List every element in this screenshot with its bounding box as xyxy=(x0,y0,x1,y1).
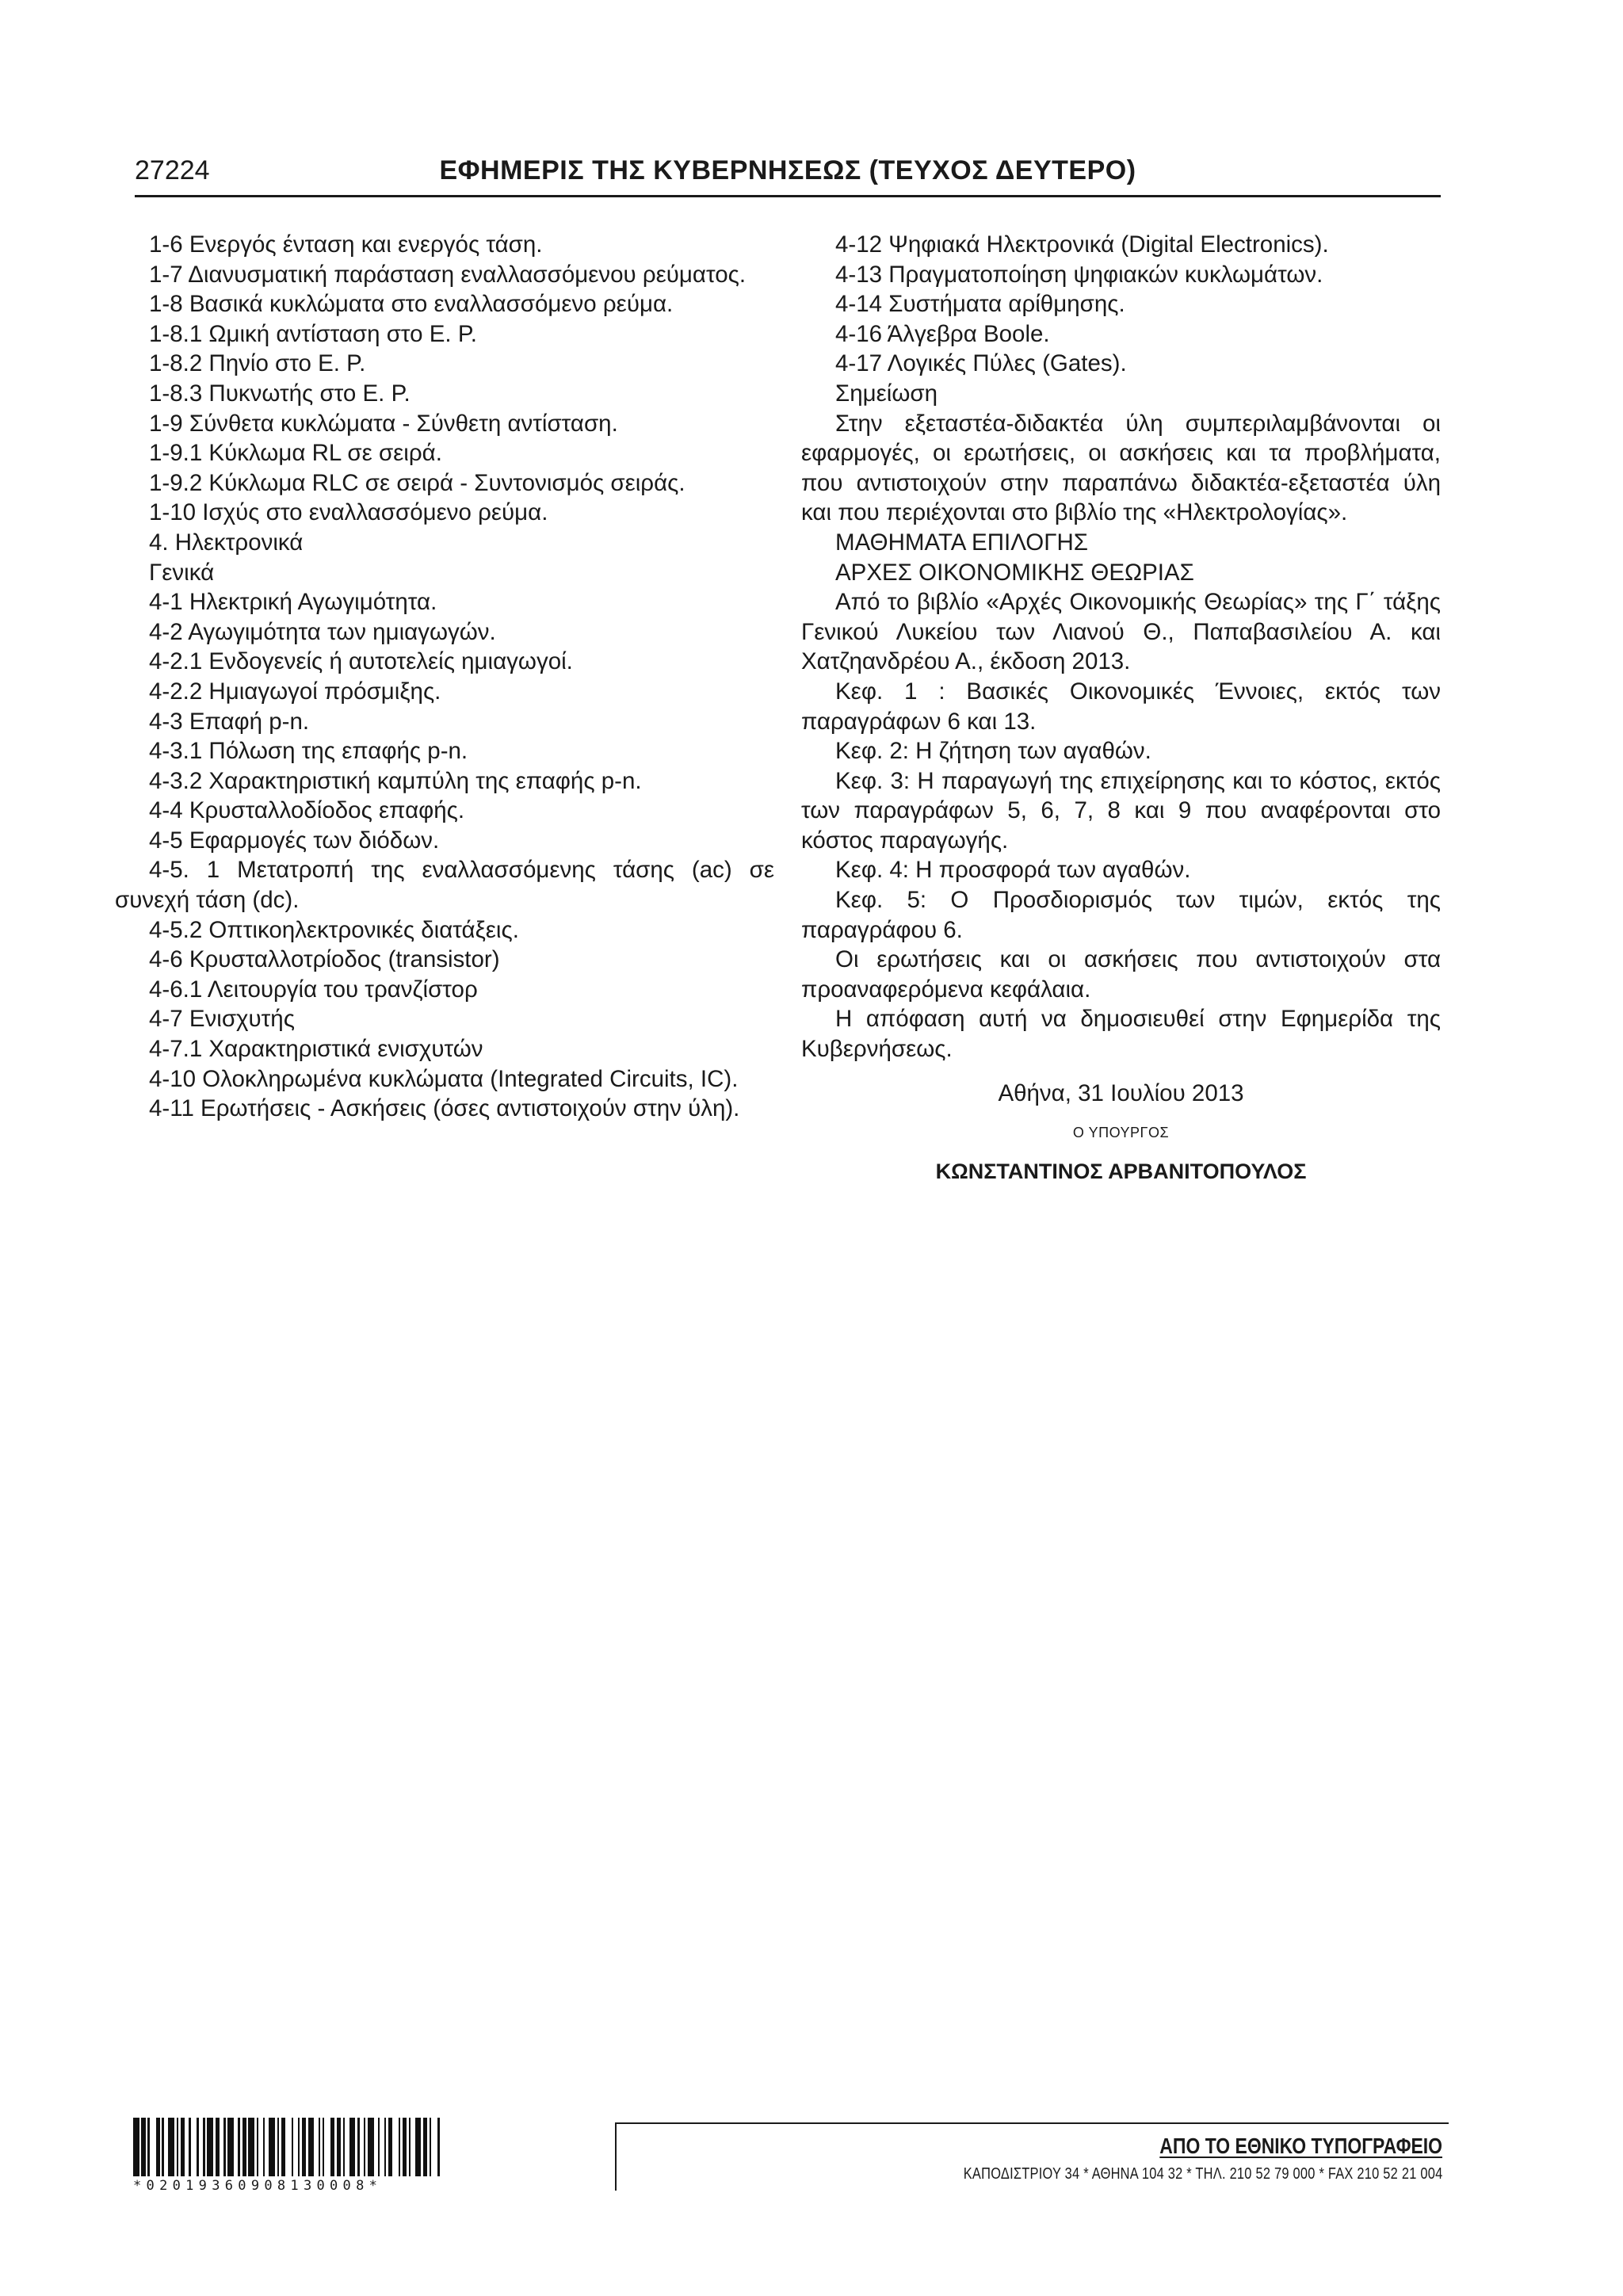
paragraph: 4-11 Ερωτήσεις - Ασκήσεις (όσες αντιστοιχούν στην ύλη). xyxy=(149,1095,740,1122)
paragraph: 4-5 Εφαρμογές των διόδων. xyxy=(149,827,440,854)
barcode-bar xyxy=(248,2118,254,2176)
paragraph: 4-3 Επαφή p-n. xyxy=(149,708,310,735)
section-heading: ΑΡΧΕΣ ΟΙΚΟΝΟΜΙΚΗΣ ΘΕΩΡΙΑΣ xyxy=(835,559,1194,586)
note-heading: Σημείωση xyxy=(835,380,938,407)
paragraph: 4-2.1 Ενδογενείς ή αυτοτελείς ημιαγωγοί. xyxy=(149,648,573,675)
paragraph: Οι ερωτήσεις και οι ασκήσεις που αντιστοιχούν στα προαναφερόμενα κεφάλαια. xyxy=(801,946,1441,1003)
paragraph: Η απόφαση αυτή να δημοσιευθεί στην Εφημερίδα της Κυβερνήσεως. xyxy=(801,1006,1441,1063)
signature-name: ΚΩΝΣΤΑΝΤΙΝΟΣ ΑΡΒΑΝΙΤΟΠΟΥΛΟΣ xyxy=(935,1159,1307,1184)
barcode-bar xyxy=(285,2118,292,2176)
paragraph: 4-13 Πραγματοποίηση ψηφιακών κυκλωμάτων. xyxy=(835,261,1323,288)
paragraph: Κεφ. 5: Ο Προσδιορισμός των τιμών, εκτός της παραγράφου 6. xyxy=(801,887,1441,943)
paragraph: Κεφ. 2: Η ζήτηση των αγαθών. xyxy=(835,738,1151,765)
paragraph: 1-8.2 Πηνίο στο Ε. Ρ. xyxy=(149,350,366,377)
barcode-bar xyxy=(133,2118,139,2176)
paragraph: 4-4 Κρυσταλλοδίοδος επαφής. xyxy=(149,797,465,824)
barcode-bar xyxy=(207,2118,213,2176)
paragraph: 4-6.1 Λειτουργία του τρανζίστορ xyxy=(149,976,478,1003)
paragraph: 1-9 Σύνθετα κυκλώματα - Σύνθετη αντίσταση. xyxy=(149,410,618,437)
paragraph: Από το βιβλίο «Αρχές Οικονομικής Θεωρίας» της Γ΄ τάξης Γενικού Λυκείου των Λιανού Θ., Παπαβασιλείου Α. και Χατζηανδρέου Α., έκδοση 2013. xyxy=(801,589,1441,675)
paragraph: 1-8 Βασικά κυκλώματα στο εναλλασσόμενο ρεύμα. xyxy=(149,291,674,318)
paragraph: 4-5. 1 Μετατροπή της εναλλασσόμενης τάσης (ac) σε συνεχή τάση (dc). xyxy=(115,857,774,914)
page-number: 27224 xyxy=(135,155,210,185)
section-heading: Γενικά xyxy=(149,559,215,586)
signature-role: Ο ΥΠΟΥΡΓΟΣ xyxy=(1072,1125,1170,1141)
paragraph: 4-14 Συστήματα αρίθμησης. xyxy=(835,291,1125,318)
paragraph: Στην εξεταστέα-διδακτέα ύλη συμπεριλαμβάνονται οι εφαρμογές, οι ερωτήσεις, οι ασκήσεις και τα προβλήματα, που αντιστοιχούν στην παραπάνω διδακτέα-εξεταστέα ύλη και που περιέχονται στο βιβλίο της «Ηλεκτρολογίας». xyxy=(801,410,1441,526)
printer-footer xyxy=(615,2122,1449,2191)
barcode-bar xyxy=(227,2118,234,2176)
paragraph: 1-9.2 Κύκλωμα RLC σε σειρά - Συντονισμός σειράς. xyxy=(149,469,685,496)
barcode-bar xyxy=(324,2118,330,2176)
signature-date: Αθήνα, 31 Ιουλίου 2013 xyxy=(998,1079,1244,1106)
header-rule xyxy=(135,195,1441,197)
paragraph: Κεφ. 4: Η προσφορά των αγαθών. xyxy=(835,857,1191,884)
paragraph: 4-7 Ενισχυτής xyxy=(149,1006,295,1033)
paragraph: Κεφ. 3: Η παραγωγή της επιχείρησης και το κόστος, εκτός των παραγράφων 5, 6, 7, 8 και 9 που αναφέρονται στο κόστος παραγωγής. xyxy=(801,767,1441,854)
barcode-bar xyxy=(269,2118,275,2176)
paragraph: Κεφ. 1 : Βασικές Οικονομικές Έννοιες, εκτός των παραγράφων 6 και 13. xyxy=(801,678,1441,735)
paragraph: 1-10 Ισχύς στο εναλλασσόμενο ρεύμα. xyxy=(149,499,548,526)
page-header xyxy=(135,155,1441,195)
paragraph: 1-9.1 Κύκλωμα RL σε σειρά. xyxy=(149,440,442,467)
paragraph: 1-8.3 Πυκνωτής στο Ε. Ρ. xyxy=(149,380,411,407)
paragraph: 4-12 Ψηφιακά Ηλεκτρονικά (Digital Electronics). xyxy=(835,231,1329,258)
paragraph: 4-16 Άλγεβρα Boole. xyxy=(835,320,1050,347)
barcode-number: *02019360908130008* xyxy=(133,2178,383,2194)
barcode-bar xyxy=(368,2118,374,2176)
paragraph: 1-7 Διανυσματική παράσταση εναλλασσόμενου ρεύματος. xyxy=(149,261,747,288)
barcode-bar xyxy=(191,2118,197,2176)
barcode xyxy=(133,2118,537,2194)
journal-title: ΕΦΗΜΕΡΙΣ ΤΗΣ ΚΥΒΕΡΝΗΣΕΩΣ (ΤΕΥΧΟΣ ΔΕΥΤΕΡΟ) xyxy=(439,155,1136,185)
barcode-bar xyxy=(440,2118,444,2176)
paragraph: 1-8.1 Ωμική αντίσταση στο Ε. Ρ. xyxy=(149,320,477,347)
barcode-bar xyxy=(392,2118,399,2176)
barcode-bar xyxy=(349,2118,356,2176)
paragraph: 4-3.2 Χαρακτηριστική καμπύλη της επαφής p-n. xyxy=(149,767,642,794)
paragraph: 4-1 Ηλεκτρική Αγωγιμότητα. xyxy=(149,589,437,616)
barcode-bar xyxy=(168,2118,174,2176)
paragraph: 4-10 Ολοκληρωμένα κυκλώματα (Integrated Circuits, IC). xyxy=(149,1065,739,1092)
paragraph: 1-6 Ενεργός ένταση και ενεργός τάση. xyxy=(149,231,543,258)
barcode-bar xyxy=(431,2118,437,2176)
paragraph: 4-6 Κρυσταλλοτρίοδος (transistor) xyxy=(149,946,500,973)
paragraph: 4-2.2 Ημιαγωγοί πρόσμιξης. xyxy=(149,678,441,705)
section-heading: ΜΑΘΗΜΑΤΑ ΕΠΙΛΟΓΗΣ xyxy=(835,529,1089,556)
left-column xyxy=(115,230,774,1124)
printer-title: ΑΠΟ ΤΟ ΕΘΝΙΚΟ ΤΥΠΟΓΡΑΦΕΙΟ xyxy=(1159,2134,1442,2158)
right-column xyxy=(801,230,1441,1187)
barcode-bar xyxy=(415,2118,422,2176)
barcode-bars xyxy=(133,2118,537,2176)
paragraph: 4-5.2 Οπτικοηλεκτρονικές διατάξεις. xyxy=(149,916,519,943)
barcode-bar xyxy=(150,2118,156,2176)
barcode-bar xyxy=(308,2118,315,2176)
section-heading: 4. Ηλεκτρονικά xyxy=(149,529,304,556)
paragraph: 4-17 Λογικές Πύλες (Gates). xyxy=(835,350,1127,377)
paragraph: 4-3.1 Πόλωση της επαφής p-n. xyxy=(149,738,468,765)
paragraph: 4-7.1 Χαρακτηριστικά ενισχυτών xyxy=(149,1036,483,1063)
printer-address: ΚΑΠΟΔΙΣΤΡΙΟΥ 34 * ΑΘΗΝΑ 104 32 * ΤΗΛ. 210 52 79 000 * FAX 210 52 21 004 xyxy=(963,2165,1442,2183)
paragraph: 4-2 Αγωγιμότητα των ημιαγωγών. xyxy=(149,618,496,645)
